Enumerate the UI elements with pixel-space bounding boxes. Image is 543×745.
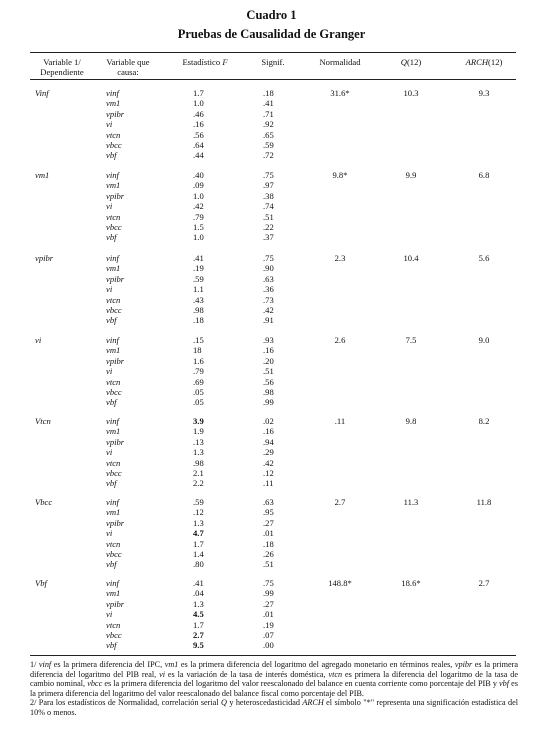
dependent-variable: vi <box>35 335 42 345</box>
f-statistic: 1.6 <box>193 355 204 366</box>
cause-variable: vm1 <box>106 507 121 518</box>
significance: .18 <box>263 538 274 549</box>
significance: .42 <box>263 457 274 468</box>
cause-variable: vtcn <box>106 619 121 630</box>
cause-variable: vbcc <box>106 549 122 559</box>
f-statistic: .41 <box>193 253 204 263</box>
f-statistic: .16 <box>193 119 204 130</box>
dependent-variable: vpibr <box>35 253 54 263</box>
significance: .65 <box>263 129 274 140</box>
cause-variable: vi <box>106 528 113 539</box>
significance: .92 <box>263 119 274 130</box>
significance: .95 <box>263 507 274 518</box>
footnote-1: 1/ vinf es la primera diferencia del IPC, vm1 es la primera diferencia del logaritmo del agregado monetario en términos reales, vpibr es la primera diferencia del logaritmo del PIB real, vi es la variación de la tasa de interés doméstica, vtcn es primera la diferencia del logaritmo de la tasa de cambio nominal, vbcc es la primera diferencia del logaritmo del valor reescalonado del balance en cuenta corriente como porcentaje del PIB y vbf es la primera diferencia del logaritmo del valor reescalonado del balance fiscal como porcentaje del PIB. <box>30 660 519 698</box>
cause-variable: vtcn <box>106 294 121 305</box>
arch-stat: 2.7 <box>478 578 490 588</box>
significance: .38 <box>263 190 274 201</box>
f-statistic: 4.5 <box>193 609 204 620</box>
cause-variable: vbcc <box>106 140 122 150</box>
f-statistic: 1.1 <box>193 284 204 295</box>
normality-stat: 31.6* <box>330 88 350 98</box>
f-statistic: 1.7 <box>193 538 204 549</box>
cause-variable: vm1 <box>106 345 121 356</box>
f-statistic: .09 <box>193 180 204 191</box>
cause-variable: vbf <box>106 150 117 161</box>
cause-variable: vpibr <box>106 355 125 366</box>
normality-stat: 9.8* <box>332 170 348 180</box>
cause-variable: vpibr <box>106 436 125 447</box>
arch-stat: 9.3 <box>478 88 490 98</box>
cause-variable: vbcc <box>106 630 122 640</box>
cause-variable: vinf <box>106 335 119 345</box>
f-statistic: .18 <box>193 315 204 326</box>
normality-stat: .11 <box>334 416 346 426</box>
f-statistic: 1.4 <box>193 549 204 559</box>
f-statistic: .46 <box>193 108 204 119</box>
f-statistic: .41 <box>193 578 204 588</box>
significance: .72 <box>263 150 274 161</box>
significance: .16 <box>263 345 274 356</box>
significance: .01 <box>263 528 274 539</box>
f-statistic: .98 <box>193 457 204 468</box>
f-statistic: 1.7 <box>193 619 204 630</box>
f-statistic: .05 <box>193 397 204 408</box>
significance: .19 <box>263 619 274 630</box>
f-statistic: .64 <box>193 140 204 150</box>
significance: .71 <box>263 108 274 119</box>
significance: .20 <box>263 355 274 366</box>
q-stat: 18.6* <box>401 578 421 588</box>
significance: .37 <box>263 232 274 243</box>
f-statistic: 2.1 <box>193 468 204 478</box>
f-statistic: .15 <box>193 335 204 345</box>
f-statistic: 2.2 <box>193 478 204 489</box>
f-statistic: .05 <box>193 387 204 397</box>
significance: .91 <box>263 315 274 326</box>
q-stat: 7.5 <box>405 335 417 345</box>
footnotes <box>30 660 518 718</box>
f-statistic: .43 <box>193 294 204 305</box>
cause-variable: vinf <box>106 88 119 98</box>
significance: .27 <box>263 598 274 609</box>
header-normality: Normalidad <box>319 57 361 67</box>
f-statistic: 1.3 <box>193 517 204 528</box>
f-statistic: .13 <box>193 436 204 447</box>
significance: .90 <box>263 263 274 274</box>
table-subtitle: Pruebas de Causalidad de Granger <box>177 27 366 41</box>
f-statistic: .19 <box>193 263 204 274</box>
header-q: Q(12) <box>400 57 422 67</box>
cause-variable: vtcn <box>106 129 121 140</box>
cause-variable: vtcn <box>106 457 121 468</box>
significance: .99 <box>263 588 274 599</box>
normality-stat: 2.6 <box>334 335 346 345</box>
f-statistic: .98 <box>193 305 204 315</box>
cause-variable: vbcc <box>106 468 122 478</box>
significance: .56 <box>263 376 274 387</box>
cause-variable: vpibr <box>106 190 125 201</box>
cause-variable: vm1 <box>106 180 121 191</box>
header-rule <box>30 79 516 80</box>
cause-variable: vinf <box>106 497 119 507</box>
header-f-stat: Estadístico F <box>182 57 228 67</box>
cause-variable: vbf <box>106 478 117 489</box>
cause-variable: vi <box>106 609 113 620</box>
f-statistic: .04 <box>193 588 204 599</box>
significance: .93 <box>263 335 274 345</box>
top-rule <box>30 52 516 53</box>
f-statistic: .12 <box>193 507 204 518</box>
dependent-variable: Vbcc <box>35 497 53 507</box>
arch-stat: 8.2 <box>478 416 490 426</box>
cause-variable: vbf <box>106 559 117 570</box>
dependent-variable: Vinf <box>35 88 49 98</box>
cause-variable: vbcc <box>106 387 122 397</box>
cause-variable: vpibr <box>106 517 125 528</box>
f-statistic: .44 <box>193 150 204 161</box>
significance: .51 <box>263 366 274 377</box>
arch-stat: 5.6 <box>478 253 490 263</box>
significance: .63 <box>263 273 274 284</box>
arch-stat: 9.0 <box>478 335 490 345</box>
cause-variable: vi <box>106 447 113 458</box>
significance: .22 <box>263 222 274 232</box>
f-statistic: 1.5 <box>193 222 204 232</box>
header-dependent: Variable 1/ Dependiente <box>40 57 84 77</box>
f-statistic: 9.5 <box>193 640 204 651</box>
table-title: Cuadro 1 <box>246 8 297 22</box>
significance: .94 <box>263 436 274 447</box>
cause-variable: vbcc <box>106 222 122 232</box>
normality-stat: 148.8* <box>328 578 352 588</box>
significance: .51 <box>263 211 274 222</box>
significance: .26 <box>263 549 274 559</box>
cause-variable: vi <box>106 366 113 377</box>
cause-variable: vinf <box>106 578 119 588</box>
significance: .00 <box>263 640 274 651</box>
significance: .11 <box>263 478 274 489</box>
q-stat: 10.3 <box>403 88 419 98</box>
footnote-2: 2/ Para los estadísticos de Normalidad, correlación serial Q y heteroscedasticidad ARCH el símbolo "*" representa una significación estadística del 10% o menos. <box>30 698 518 717</box>
significance: .07 <box>263 630 274 640</box>
cause-variable: vtcn <box>106 538 121 549</box>
f-statistic: .40 <box>193 170 204 180</box>
f-statistic: 18 <box>193 345 202 356</box>
significance: .42 <box>263 305 274 315</box>
f-statistic: 1.0 <box>193 232 204 243</box>
q-stat: 9.8 <box>405 416 417 426</box>
cause-variable: vbf <box>106 315 117 326</box>
cause-variable: vinf <box>106 253 119 263</box>
cause-variable: vi <box>106 201 113 212</box>
cause-variable: vbcc <box>106 305 122 315</box>
cause-variable: vtcn <box>106 376 121 387</box>
significance: .29 <box>263 447 274 458</box>
cause-variable: vm1 <box>106 98 121 109</box>
f-statistic: 1.9 <box>193 426 204 437</box>
f-statistic: 1.0 <box>193 98 204 109</box>
dependent-variable: Vtcn <box>35 416 51 426</box>
f-statistic: .69 <box>193 376 204 387</box>
cause-variable: vbf <box>106 232 117 243</box>
cause-variable: vm1 <box>106 588 121 599</box>
significance: .51 <box>263 559 274 570</box>
q-stat: 9.9 <box>405 170 417 180</box>
f-statistic: .59 <box>193 497 204 507</box>
f-statistic: .79 <box>193 366 204 377</box>
q-stat: 11.3 <box>403 497 419 507</box>
significance: .97 <box>263 180 274 191</box>
significance: .63 <box>263 497 274 507</box>
significance: .02 <box>263 416 274 426</box>
f-statistic: .80 <box>193 559 204 570</box>
significance: .75 <box>263 253 274 263</box>
significance: .98 <box>263 387 274 397</box>
bottom-rule <box>30 655 516 656</box>
cause-variable: vpibr <box>106 598 125 609</box>
significance: .59 <box>263 140 274 150</box>
f-statistic: 1.3 <box>193 598 204 609</box>
header-cause: Variable que causa: <box>106 57 150 77</box>
cause-variable: vi <box>106 284 113 295</box>
significance: .16 <box>263 426 274 437</box>
cause-variable: vm1 <box>106 263 121 274</box>
f-statistic: 4.7 <box>193 528 204 539</box>
f-statistic: .42 <box>193 201 204 212</box>
cause-variable: vbf <box>106 640 117 651</box>
cause-variable: vi <box>106 119 113 130</box>
significance: .01 <box>263 609 274 620</box>
f-statistic: 1.7 <box>193 88 204 98</box>
f-statistic: .79 <box>193 211 204 222</box>
f-statistic: 2.7 <box>193 630 204 640</box>
cause-variable: vm1 <box>106 426 121 437</box>
significance: .73 <box>263 294 274 305</box>
f-statistic: .59 <box>193 273 204 284</box>
dependent-variable: Vbf <box>35 578 47 588</box>
significance: .12 <box>263 468 274 478</box>
dependent-variable: vm1 <box>35 170 50 180</box>
significance: .74 <box>263 201 274 212</box>
q-stat: 10.4 <box>403 253 419 263</box>
significance: .75 <box>263 170 274 180</box>
header-arch: ARCH(12) <box>465 57 503 67</box>
significance: .18 <box>263 88 274 98</box>
normality-stat: 2.7 <box>334 497 346 507</box>
cause-variable: vbf <box>106 397 117 408</box>
arch-stat: 6.8 <box>478 170 490 180</box>
cause-variable: vinf <box>106 416 119 426</box>
f-statistic: 3.9 <box>193 416 204 426</box>
cause-variable: vtcn <box>106 211 121 222</box>
significance: .36 <box>263 284 274 295</box>
header-signif: Signif. <box>261 57 285 67</box>
significance: .41 <box>263 98 274 109</box>
f-statistic: 1.0 <box>193 190 204 201</box>
significance: .27 <box>263 517 274 528</box>
cause-variable: vinf <box>106 170 119 180</box>
significance: .75 <box>263 578 274 588</box>
cause-variable: vpibr <box>106 108 125 119</box>
f-statistic: 1.3 <box>193 447 204 458</box>
significance: .99 <box>263 397 274 408</box>
arch-stat: 11.8 <box>476 497 492 507</box>
cause-variable: vpibr <box>106 273 125 284</box>
f-statistic: .56 <box>193 129 204 140</box>
normality-stat: 2.3 <box>334 253 346 263</box>
